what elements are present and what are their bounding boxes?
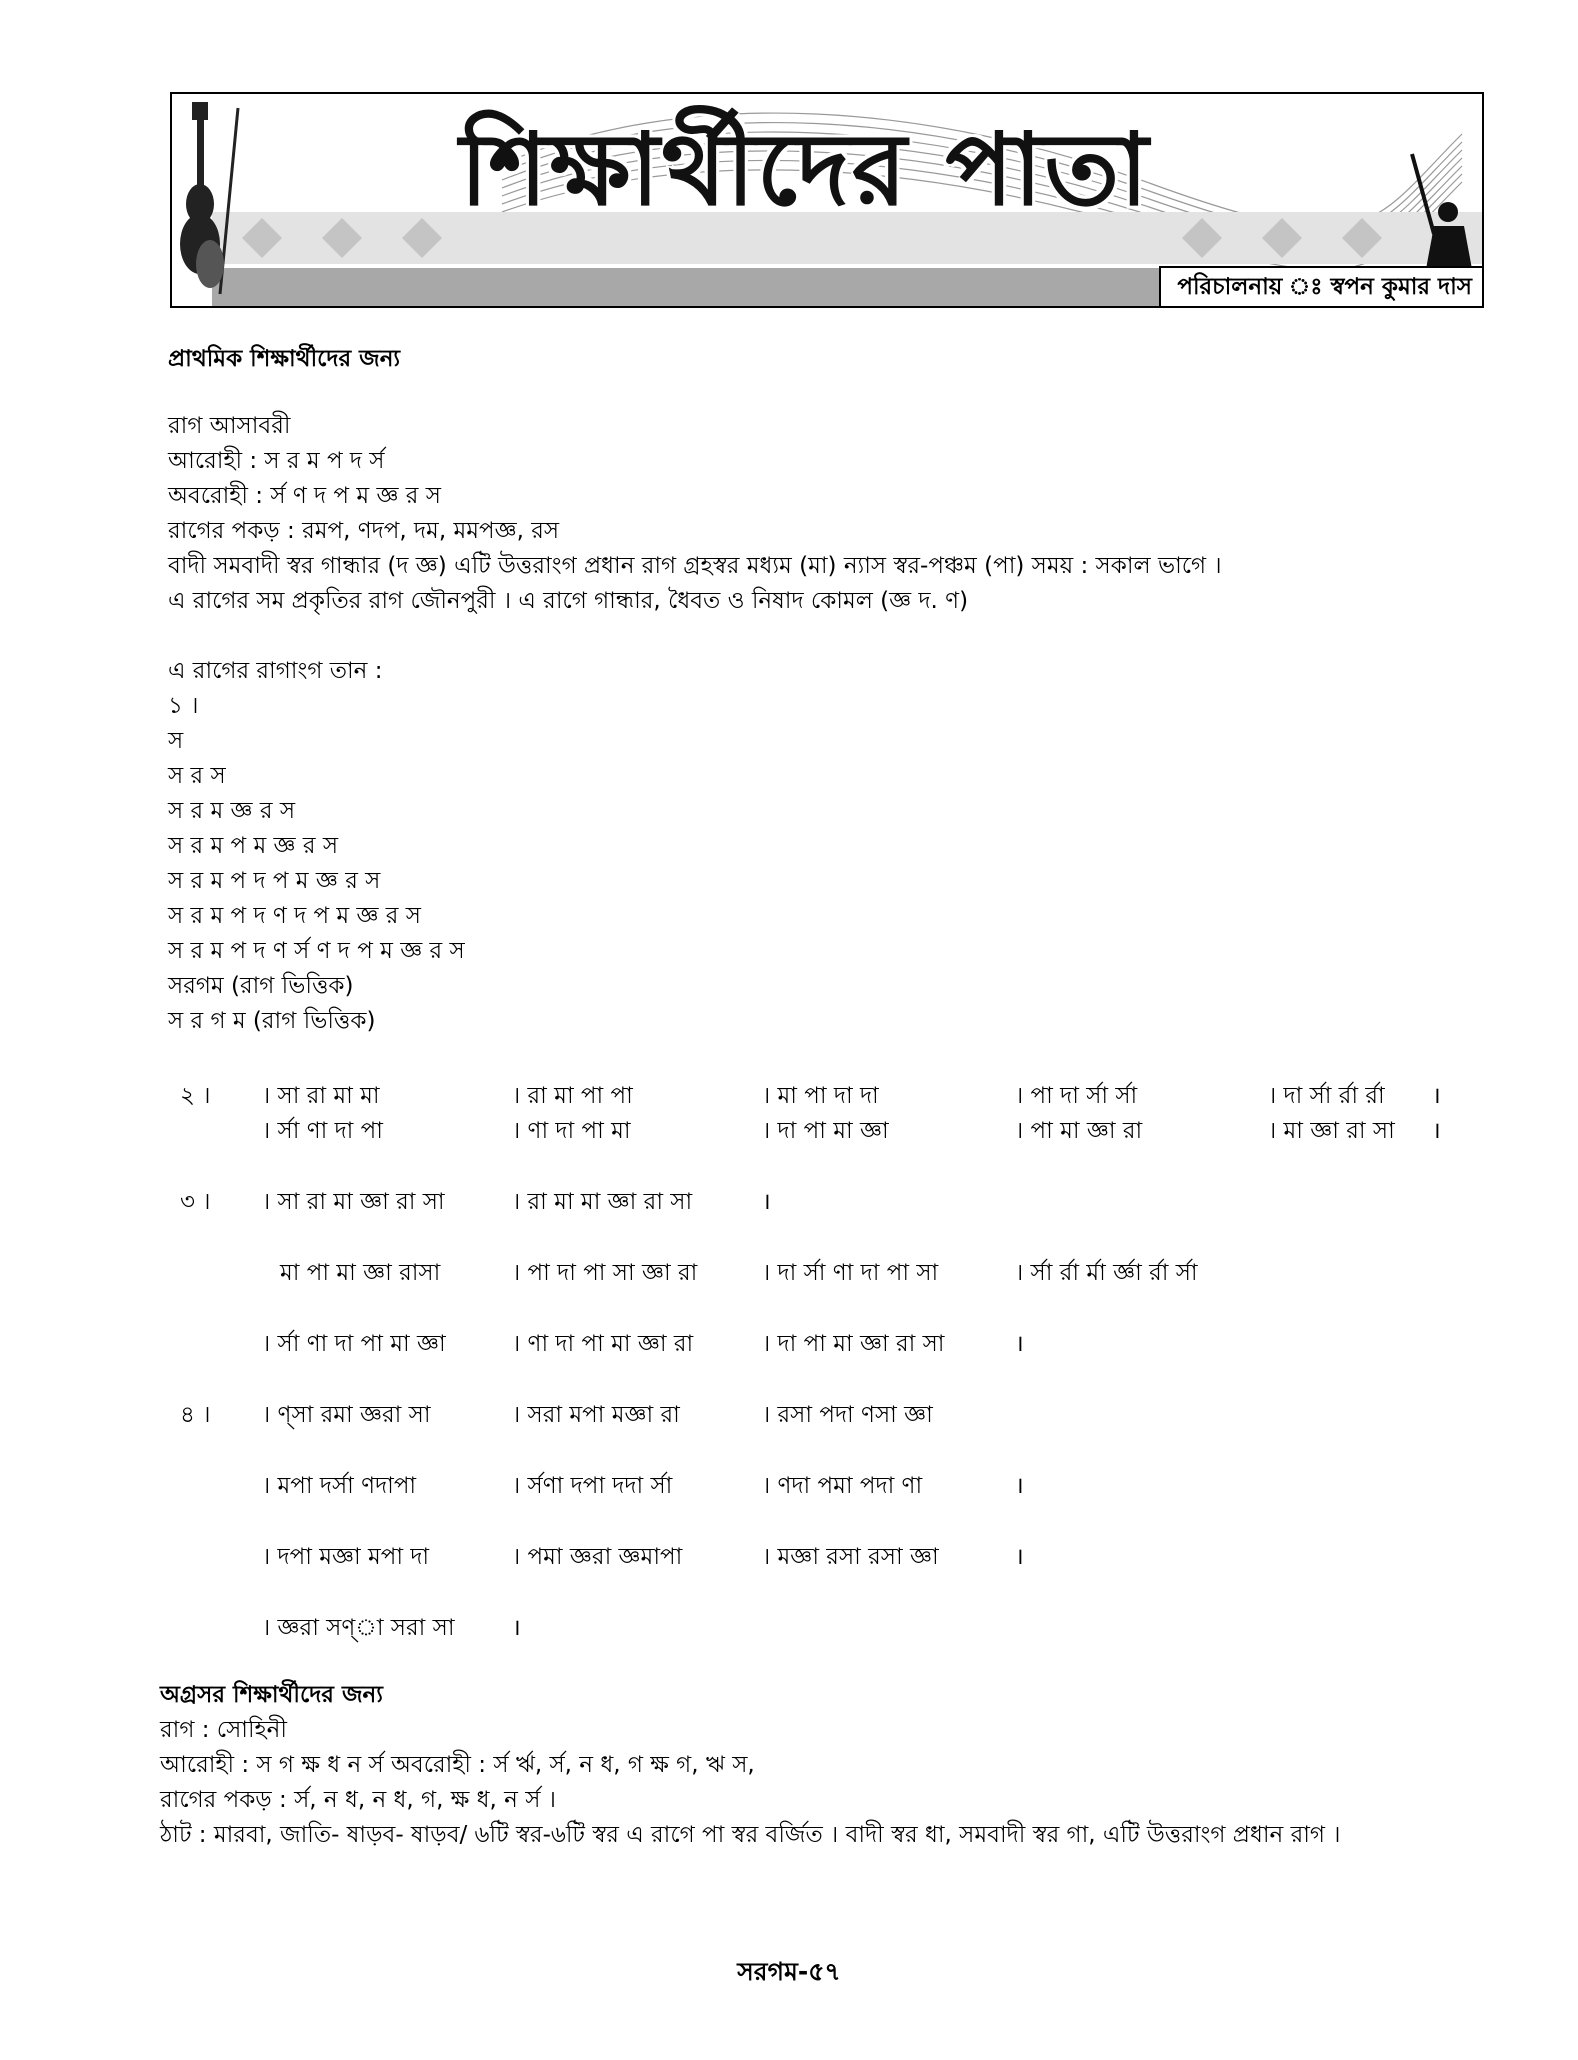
sargam-cell: । সরা মপা মজ্ঞা রা <box>512 1402 680 1428</box>
bar-line: । <box>762 1189 771 1215</box>
tan-line: স <box>168 728 184 754</box>
sargam-cell: । র্সা র্রা র্মা র্জ্ঞা র্রা র্সা <box>1015 1260 1198 1286</box>
sargam-cell: । মজ্ঞা রসা রসা জ্ঞা <box>762 1544 939 1570</box>
tan-heading: এ রাগের রাগাংগ তান : <box>168 658 383 684</box>
sargam-cell: । দা পা মা জ্ঞা রা সা <box>762 1331 945 1357</box>
sargam-cell: । র্সা ণা দা পা মা জ্ঞা <box>262 1331 446 1357</box>
bar-line: । <box>1015 1544 1024 1570</box>
sargam-cell: । ণা দা পা মা <box>512 1118 631 1144</box>
sargam-cell: । মা পা দা দা <box>762 1083 879 1109</box>
sargam-cell: । দপা মজ্ঞা মপা দা <box>262 1544 430 1570</box>
bar-line: । <box>512 1615 521 1641</box>
sargam-cell: । ণ্সা রমা জ্ঞরা সা <box>262 1402 431 1428</box>
tan-line: স র ম প দ ণ দ প ম জ্ঞ র স <box>168 903 421 929</box>
sargam-cell: । দা পা মা জ্ঞা <box>762 1118 889 1144</box>
row-label: ৩ । <box>180 1189 211 1215</box>
sargam-cell: । সা রা মা মা <box>262 1083 380 1109</box>
sargam-cell: । মপা দর্সা ণদাপা <box>262 1473 417 1499</box>
tan-line: স র স <box>168 763 226 789</box>
page-number: সরগম-৫৭ <box>737 1957 841 1986</box>
sargam-cell: । রা মা মা জ্ঞা রা সা <box>512 1189 693 1215</box>
bar-line: । <box>1015 1331 1024 1357</box>
row-label: ৪ । <box>180 1402 211 1428</box>
sargam-caption: স র গ ম (রাগ ভিত্তিক) <box>168 1008 376 1034</box>
sargam-cell: । ণা দা পা মা জ্ঞা রা <box>512 1331 694 1357</box>
primary-heading: প্রাথমিক শিক্ষার্থীদের জন্য <box>168 346 401 372</box>
abarohi-line: অবরোহী : র্স ণ দ প ম জ্ঞ র স <box>168 483 441 509</box>
vadi-line: বাদী সমবাদী স্বর গান্ধার (দ জ্ঞ) এটি উত্তরাংগ প্রধান রাগ গ্রহস্বর মধ্যম (মা) ন্যাস স্বর-পঞ্চম (পা) সময় : সকাল ভাগে । <box>168 553 1222 579</box>
pakad-line: রাগের পকড় : রমপ, ণদপ, দম, মমপজ্ঞ, রস <box>168 518 560 544</box>
sargam-cell: । পমা জ্ঞরা জ্ঞমাপা <box>512 1544 683 1570</box>
advanced-pakad: রাগের পকড় : র্স, ন ধ, ন ধ, গ, ক্ষ ধ, ন র্স । <box>160 1787 556 1813</box>
banner-credit: পরিচালনায় ঃ স্বপন কুমার দাস <box>1159 266 1482 306</box>
sargam-caption: সরগম (রাগ ভিত্তিক) <box>168 973 354 999</box>
sargam-cell: । ণদা পমা পদা ণা <box>762 1473 923 1499</box>
sargam-cell: মা পা মা জ্ঞা রাসা <box>280 1260 441 1286</box>
advanced-aarohi: আরোহী : স গ ক্ষ ধ ন র্স অবরোহী : র্স র্ঋ, র্স, ন ধ, গ ক্ষ গ, ঋ স, <box>160 1752 755 1778</box>
tan-line: স র ম প ম জ্ঞ র স <box>168 833 339 859</box>
row-label: ২ । <box>180 1083 211 1109</box>
advanced-thaat: ঠাট : মারবা, জাতি- ষাড়ব- ষাড়ব/ ৬টি স্বর-৬টি স্বর এ রাগে পা স্বর বর্জিত । বাদী স্বর ধা, সমবাদী স্বর গা, এটি উত্তরাংগ প্রধান রাগ । <box>160 1822 1341 1848</box>
sargam-cell: । র্সা ণা দা পা <box>262 1118 383 1144</box>
tan-line: স র ম প দ প ম জ্ঞ র স <box>168 868 381 894</box>
sargam-cell: । পা মা জ্ঞা রা <box>1015 1118 1143 1144</box>
tan-line: স র ম জ্ঞ র স <box>168 798 296 824</box>
aarohi-line: আরোহী : স র ম প দ র্স <box>168 448 385 474</box>
tan-line: ১ । <box>168 693 199 719</box>
bar-line: । <box>1015 1473 1024 1499</box>
sargam-cell: । দা র্সা ণা দা পা সা <box>762 1260 939 1286</box>
sargam-cell: । দা র্সা র্রা র্রা <box>1268 1083 1385 1109</box>
sargam-cell: । সা রা মা জ্ঞা রা সা <box>262 1189 445 1215</box>
banner-title: শিক্ষার্থীদের পাতা <box>459 111 1151 228</box>
bar-line: । <box>1432 1118 1441 1144</box>
tan-line: স র ম প দ ণ র্স ণ দ প ম জ্ঞ র স <box>168 938 465 964</box>
bar-line: । <box>1432 1083 1441 1109</box>
sargam-cell: । জ্ঞরা সণ্া সরা সা <box>262 1615 455 1641</box>
sargam-cell: । রসা পদা ণসা জ্ঞা <box>762 1402 933 1428</box>
sargam-cell: । রা মা পা পা <box>512 1083 633 1109</box>
sargam-cell: । মা জ্ঞা রা সা <box>1268 1118 1395 1144</box>
raga-name: রাগ আসাবরী <box>168 413 291 439</box>
advanced-raga: রাগ : সোহিনী <box>160 1717 287 1743</box>
prakriti-line: এ রাগের সম প্রকৃতির রাগ জৌনপুরী । এ রাগে গান্ধার, ধৈবত ও নিষাদ কোমল (জ্ঞ দ. ণ) <box>168 588 969 614</box>
sargam-cell: । পা দা র্সা র্সা <box>1015 1083 1138 1109</box>
sargam-cell: । পা দা পা সা জ্ঞা রা <box>512 1260 698 1286</box>
advanced-heading: অগ্রসর শিক্ষার্থীদের জন্য <box>160 1682 383 1708</box>
sargam-cell: । র্সণা দপা দদা র্সা <box>512 1473 673 1499</box>
